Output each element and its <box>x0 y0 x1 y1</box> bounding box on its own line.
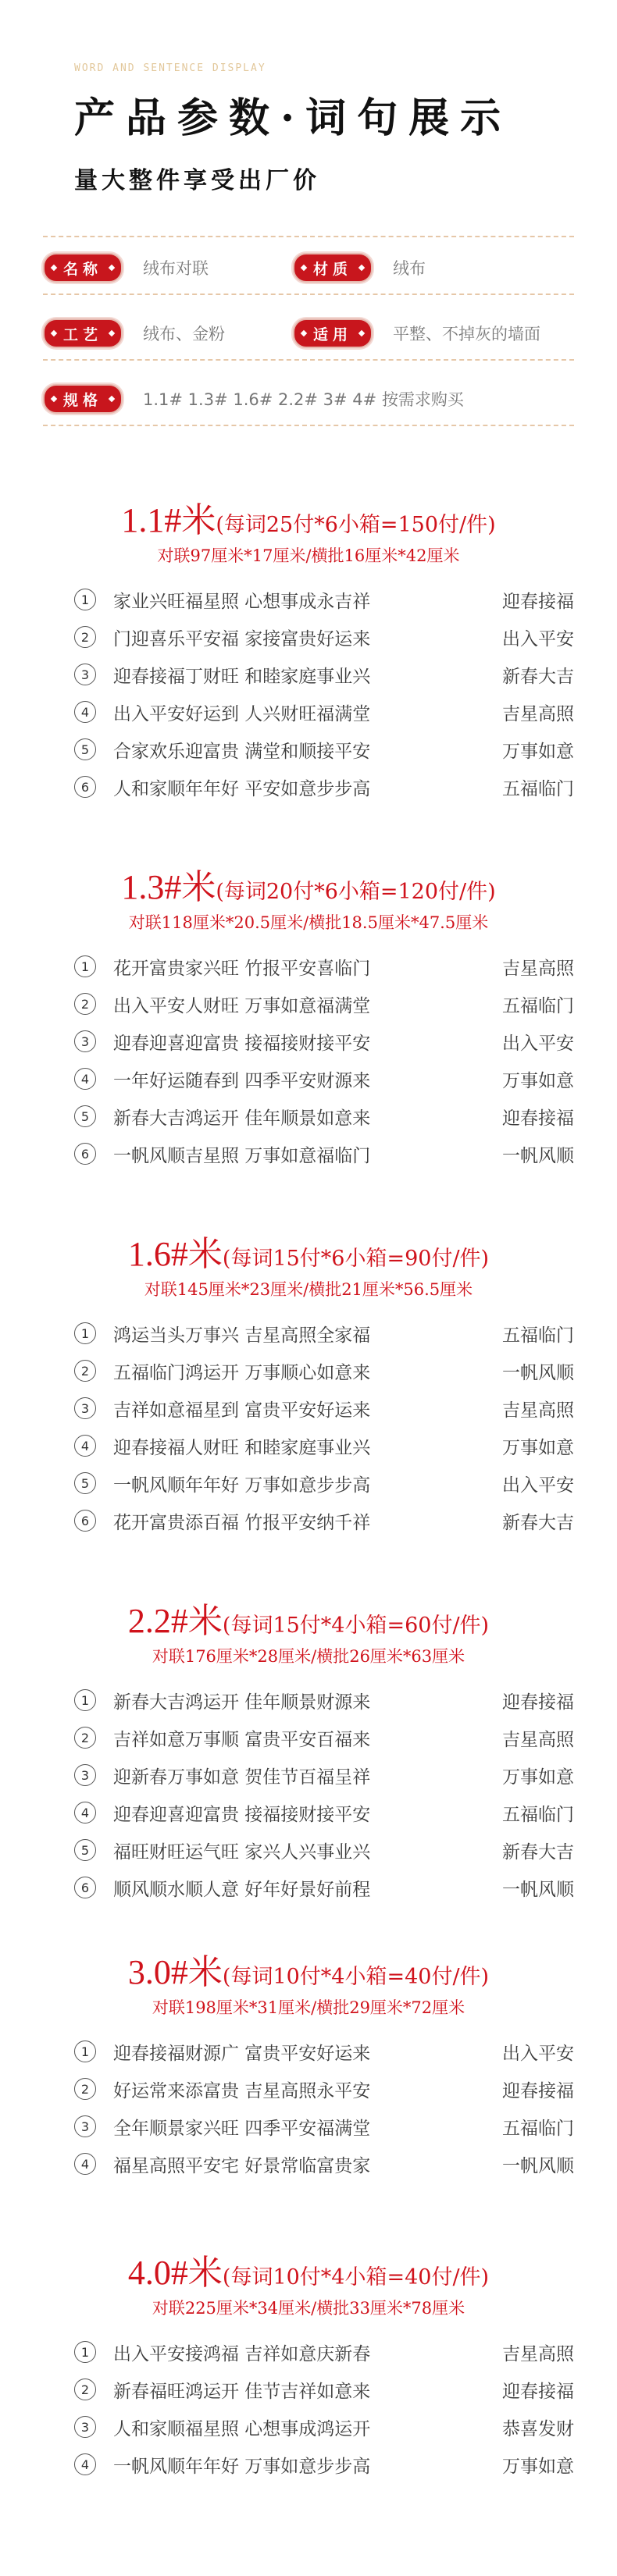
section-size: 1.3#米 <box>121 868 216 906</box>
couplet-row <box>74 1505 574 1536</box>
divider-top <box>43 236 574 237</box>
section-dimensions: 对联225厘米*34厘米/横批33厘米*78厘米 <box>152 2299 465 2318</box>
row-number-badge: 4 <box>74 1802 96 1823</box>
section-pack-info: (每词15付*6小箱=90付/件) <box>222 1247 490 1271</box>
couplet-row <box>74 1393 574 1424</box>
spec-size-value: 1.1# 1.3# 1.6# 2.2# 3# 4# 按需求购买 <box>143 390 464 409</box>
row-number-badge: 6 <box>74 1510 96 1532</box>
couplet-row <box>74 1026 574 1057</box>
spec-craft-label: 工艺 <box>43 318 123 348</box>
row-number-badge: 2 <box>74 993 96 1015</box>
row-number-badge: 5 <box>74 1472 96 1494</box>
section-pack-info: (每词15付*4小箱=60付/件) <box>222 1614 490 1638</box>
horizontal-scroll-text: 五福临门 <box>502 778 574 799</box>
section-pack-info: (每词20付*6小箱=120付/件) <box>216 880 496 904</box>
row-number-badge: 5 <box>74 1105 96 1127</box>
couplet-text: 好运常来添富贵 吉星高照永平安 <box>113 2080 371 2101</box>
spec-craft-value: 绒布、金粉 <box>143 325 225 343</box>
couplet-row <box>74 1685 574 1716</box>
horizontal-scroll-text: 迎春接福 <box>502 1692 574 1713</box>
couplet-row <box>74 1834 574 1866</box>
horizontal-scroll-text: 迎春接福 <box>502 2381 574 2402</box>
couplet-text: 迎春接福人财旺 和睦家庭事业兴 <box>113 1437 371 1458</box>
row-number-badge: 2 <box>74 1727 96 1749</box>
row-number-badge: 1 <box>74 1689 96 1711</box>
couplet-text: 迎春接福丁财旺 和睦家庭事业兴 <box>113 666 371 687</box>
row-number-badge: 6 <box>74 1877 96 1898</box>
row-number-badge: 6 <box>74 1143 96 1165</box>
spec-usage-value: 平整、不掉灰的墙面 <box>393 325 540 343</box>
couplet-text: 家业兴旺福星照 心想事成永吉祥 <box>113 591 371 612</box>
couplet-text: 迎春迎喜迎富贵 接福接财接平安 <box>113 1033 371 1054</box>
row-number-badge: 2 <box>74 2078 96 2100</box>
couplet-row <box>74 1063 574 1094</box>
horizontal-scroll-text: 新春大吉 <box>502 1841 574 1863</box>
eyebrow-text: WORD AND SENTENCE DISPLAY <box>74 62 266 74</box>
couplet-text: 吉祥如意万事顺 富贵平安百福来 <box>113 1729 371 1750</box>
section-header <box>0 492 617 567</box>
horizontal-scroll-text: 万事如意 <box>502 1767 574 1788</box>
horizontal-scroll-text: 新春大吉 <box>502 1512 574 1533</box>
row-number-badge: 4 <box>74 1435 96 1457</box>
spec-material <box>293 253 543 283</box>
horizontal-scroll-text: 迎春接福 <box>502 591 574 612</box>
spec-craft <box>43 318 293 348</box>
couplet-row <box>74 2148 574 2179</box>
row-number-badge: 6 <box>74 776 96 798</box>
section-size: 1.6#米 <box>127 1235 223 1273</box>
horizontal-scroll-text: 吉星高照 <box>502 1729 574 1750</box>
couplet-row <box>74 621 574 653</box>
horizontal-scroll-text: 一帆风顺 <box>502 2155 574 2176</box>
couplet-row <box>74 1355 574 1386</box>
row-number-badge: 1 <box>74 589 96 610</box>
row-number-badge: 3 <box>74 664 96 685</box>
couplet-text: 花开富贵添百福 竹报平安纳千祥 <box>113 1512 371 1533</box>
couplet-text: 花开富贵家兴旺 竹报平安喜临门 <box>113 958 371 979</box>
divider-1 <box>43 294 574 295</box>
spec-usage <box>293 318 574 348</box>
horizontal-scroll-text: 新春大吉 <box>502 666 574 687</box>
section-dimensions: 对联118厘米*20.5厘米/横批18.5厘米*47.5厘米 <box>128 913 489 932</box>
couplet-text: 出入平安人财旺 万事如意福满堂 <box>113 995 371 1016</box>
couplet-row <box>74 1722 574 1753</box>
row-number-badge: 3 <box>74 1030 96 1052</box>
couplet-row <box>74 771 574 802</box>
horizontal-scroll-text: 五福临门 <box>502 1804 574 1825</box>
couplet-text: 门迎喜乐平安福 家接富贵好运来 <box>113 628 371 649</box>
couplet-text: 合家欢乐迎富贵 满堂和顺接平安 <box>113 741 371 762</box>
couplet-row <box>74 1138 574 1169</box>
row-number-badge: 4 <box>74 2453 96 2475</box>
section-size-title <box>0 2244 617 2294</box>
couplet-row <box>74 1430 574 1461</box>
couplet-text: 新春福旺鸿运开 佳节吉祥如意来 <box>113 2381 371 2402</box>
couplet-row <box>74 1759 574 1791</box>
horizontal-scroll-text: 出入平安 <box>502 1475 574 1496</box>
couplet-text: 迎新春万事如意 贺佳节百福呈祥 <box>113 1767 371 1788</box>
spec-name-value: 绒布对联 <box>143 259 209 278</box>
horizontal-scroll-text: 万事如意 <box>502 2456 574 2477</box>
couplet-row <box>74 2111 574 2142</box>
page-subtitle: 量大整件享受出厂价 <box>74 167 320 194</box>
section-header <box>0 1944 617 2019</box>
couplet-text: 顺风顺水顺人意 好年好景好前程 <box>113 1879 371 1900</box>
couplet-row <box>74 2336 574 2368</box>
couplet-row <box>74 1101 574 1132</box>
section-size: 3.0#米 <box>127 1953 223 1991</box>
section-dimensions: 对联97厘米*17厘米/横批16厘米*42厘米 <box>157 546 460 565</box>
couplet-row <box>74 1872 574 1903</box>
section-size-title <box>0 1944 617 1994</box>
couplet-row <box>74 2374 574 2405</box>
section-size-title <box>0 859 617 909</box>
spec-size-label: 规格 <box>43 384 123 414</box>
section-pack-info: (每词10付*4小箱=40付/件) <box>222 2265 490 2290</box>
row-number-badge: 3 <box>74 2115 96 2137</box>
horizontal-scroll-text: 五福临门 <box>502 1325 574 1346</box>
couplet-text: 五福临门鸿运开 万事顺心如意来 <box>113 1362 371 1383</box>
row-number-badge: 1 <box>74 1322 96 1344</box>
spec-material-value: 绒布 <box>393 259 426 278</box>
couplet-text: 全年顺景家兴旺 四季平安福满堂 <box>113 2118 371 2139</box>
couplet-row <box>74 1318 574 1349</box>
section-dimensions: 对联145厘米*23厘米/横批21厘米*56.5厘米 <box>144 1280 473 1299</box>
couplet-row <box>74 584 574 615</box>
couplet-text: 迎春接福财源广 富贵平安好运来 <box>113 2043 371 2064</box>
row-number-badge: 4 <box>74 2153 96 2175</box>
couplet-row <box>74 1797 574 1828</box>
couplet-row <box>74 2073 574 2105</box>
spec-name <box>43 253 293 283</box>
section-size-title <box>0 1592 617 1642</box>
section-header <box>0 1226 617 1300</box>
section-dimensions: 对联198厘米*31厘米/横批29厘米*72厘米 <box>152 1998 465 2017</box>
couplet-row <box>74 2449 574 2480</box>
horizontal-scroll-text: 出入平安 <box>502 628 574 649</box>
couplet-text: 出入平安好运到 人兴财旺福满堂 <box>113 703 371 724</box>
row-number-badge: 4 <box>74 701 96 723</box>
divider-3 <box>43 425 574 426</box>
row-number-badge: 3 <box>74 1397 96 1419</box>
horizontal-scroll-text: 出入平安 <box>502 2043 574 2064</box>
couplet-text: 鸿运当头万事兴 吉星高照全家福 <box>113 1325 371 1346</box>
couplet-row <box>74 659 574 690</box>
couplet-text: 一帆风顺年年好 万事如意步步高 <box>113 2456 371 2477</box>
horizontal-scroll-text: 恭喜发财 <box>502 2418 574 2439</box>
row-number-badge: 1 <box>74 2041 96 2062</box>
section-size: 1.1#米 <box>121 501 216 539</box>
horizontal-scroll-text: 万事如意 <box>502 1437 574 1458</box>
row-number-badge: 1 <box>74 2341 96 2363</box>
couplet-row <box>74 2036 574 2067</box>
row-number-badge: 2 <box>74 1360 96 1382</box>
couplet-text: 人和家顺福星照 心想事成鸿运开 <box>113 2418 371 2439</box>
couplet-text: 吉祥如意福星到 富贵平安好运来 <box>113 1400 371 1421</box>
row-number-badge: 1 <box>74 955 96 977</box>
couplet-text: 福旺财旺运气旺 家兴人兴事业兴 <box>113 1841 371 1863</box>
horizontal-scroll-text: 万事如意 <box>502 1070 574 1091</box>
horizontal-scroll-text: 一帆风顺 <box>502 1362 574 1383</box>
section-size-title <box>0 1226 617 1276</box>
horizontal-scroll-text: 吉星高照 <box>502 958 574 979</box>
couplet-text: 人和家顺年年好 平安如意步步高 <box>113 778 371 799</box>
section-size: 4.0#米 <box>127 2254 223 2292</box>
row-number-badge: 5 <box>74 1839 96 1861</box>
row-number-badge: 5 <box>74 738 96 760</box>
horizontal-scroll-text: 吉星高照 <box>502 2343 574 2364</box>
horizontal-scroll-text: 吉星高照 <box>502 1400 574 1421</box>
horizontal-scroll-text: 迎春接福 <box>502 2080 574 2101</box>
couplet-text: 福星高照平安宅 好景常临富贵家 <box>113 2155 371 2176</box>
row-number-badge: 2 <box>74 2379 96 2400</box>
section-header <box>0 2244 617 2319</box>
spec-row-3 <box>43 381 574 417</box>
horizontal-scroll-text: 一帆风顺 <box>502 1145 574 1166</box>
row-number-badge: 4 <box>74 1068 96 1090</box>
spec-name-label: 名称 <box>43 253 123 283</box>
spec-row-1 <box>43 250 574 286</box>
section-pack-info: (每词10付*4小箱=40付/件) <box>222 1965 490 1989</box>
couplet-row <box>74 988 574 1019</box>
couplet-row <box>74 696 574 728</box>
couplet-text: 新春大吉鸿运开 佳年顺景如意来 <box>113 1108 371 1129</box>
spec-usage-label: 适用 <box>293 318 373 348</box>
couplet-text: 迎春迎喜迎富贵 接福接财接平安 <box>113 1804 371 1825</box>
section-header <box>0 1592 617 1667</box>
couplet-row <box>74 2411 574 2443</box>
horizontal-scroll-text: 出入平安 <box>502 1033 574 1054</box>
couplet-row <box>74 1468 574 1499</box>
page-header <box>74 62 558 195</box>
spec-row-2 <box>43 315 574 351</box>
couplet-row <box>74 951 574 982</box>
horizontal-scroll-text: 一帆风顺 <box>502 1879 574 1900</box>
couplet-text: 新春大吉鸿运开 佳年顺景财源来 <box>113 1692 371 1713</box>
row-number-badge: 2 <box>74 626 96 648</box>
section-pack-info: (每词25付*6小箱=150付/件) <box>216 513 496 537</box>
section-size: 2.2#米 <box>127 1602 223 1640</box>
horizontal-scroll-text: 吉星高照 <box>502 703 574 724</box>
page-title: 产品参数·词句展示 <box>74 94 512 142</box>
couplet-text: 出入平安接鸿福 吉祥如意庆新春 <box>113 2343 371 2364</box>
spec-material-label: 材质 <box>293 253 373 283</box>
horizontal-scroll-text: 迎春接福 <box>502 1108 574 1129</box>
couplet-row <box>74 734 574 765</box>
row-number-badge: 3 <box>74 2416 96 2438</box>
couplet-text: 一帆风顺年年好 万事如意步步高 <box>113 1475 371 1496</box>
couplet-text: 一年好运随春到 四季平安财源来 <box>113 1070 371 1091</box>
section-dimensions: 对联176厘米*28厘米/横批26厘米*63厘米 <box>152 1647 465 1666</box>
divider-2 <box>43 359 574 361</box>
horizontal-scroll-text: 五福临门 <box>502 2118 574 2139</box>
horizontal-scroll-text: 万事如意 <box>502 741 574 762</box>
section-size-title <box>0 492 617 542</box>
row-number-badge: 3 <box>74 1764 96 1786</box>
section-header <box>0 859 617 934</box>
couplet-text: 一帆风顺吉星照 万事如意福临门 <box>113 1145 371 1166</box>
horizontal-scroll-text: 五福临门 <box>502 995 574 1016</box>
